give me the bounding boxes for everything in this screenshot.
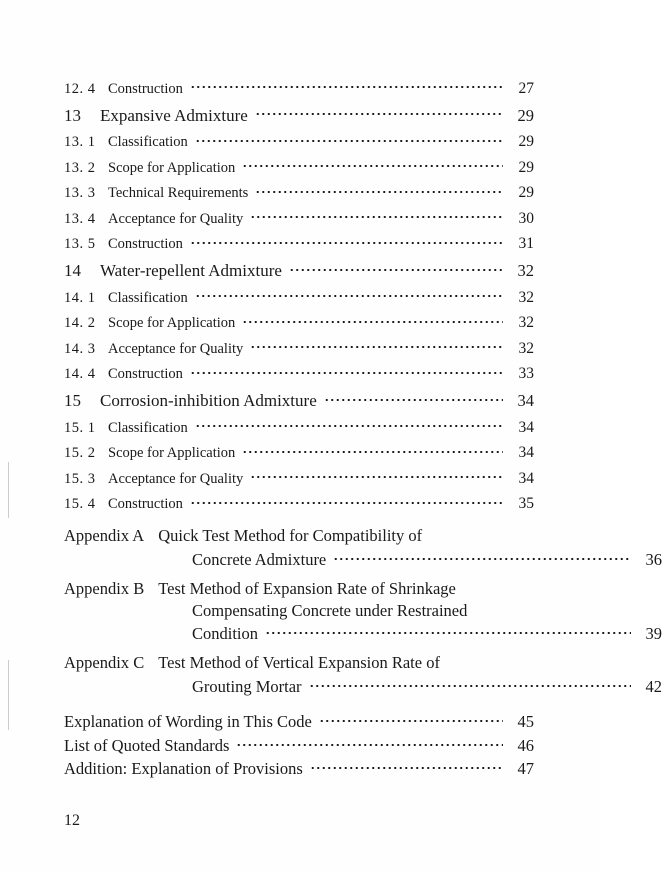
toc-entry-addition-explanation-of-provisions[interactable] [64, 758, 534, 780]
toc-entry-title: Expansive Admixture [100, 105, 248, 125]
toc-entry-title: Technical Requirements [108, 185, 249, 201]
toc-entry-title: Addition: Explanation of Provisions [64, 759, 303, 778]
toc-entry-page: 47 [517, 759, 534, 778]
toc-entry-number: 12. 4 [64, 80, 96, 97]
toc-leader-dots [319, 711, 503, 728]
toc-entry[interactable] [64, 468, 534, 488]
toc-entry-page: 27 [518, 79, 534, 97]
toc-entry-page: 42 [645, 676, 662, 696]
toc-entry-title: Test Method of Expansion Rate of Shrinkage [158, 578, 456, 598]
toc-entry-continuation[interactable] [64, 623, 662, 645]
toc-leader-dots [310, 758, 503, 775]
toc-entry-page: 45 [517, 712, 534, 731]
toc-entry-title: Classification [108, 419, 188, 436]
toc-entry-page: 33 [518, 365, 534, 382]
toc-entry-number: 15. 3 [64, 470, 96, 487]
toc-entry-page: 32 [517, 261, 534, 280]
toc-entry-page: 34 [518, 469, 534, 487]
toc-entry-title: Quick Test Method for Compatibility of [158, 526, 423, 545]
toc-entry-title: Construction [108, 496, 183, 512]
toc-entry-title: Construction [108, 236, 183, 252]
toc-leader-dots [236, 734, 503, 751]
toc-entry-continuation[interactable] [64, 548, 662, 570]
toc-entry-title: Construction [108, 80, 183, 97]
toc-entry-title: Water-repellent Admixture [100, 261, 282, 280]
toc-leader-dots [190, 234, 503, 249]
toc-entry-continuation[interactable] [64, 601, 662, 621]
toc-entry-title: Scope for Application [108, 445, 236, 461]
toc-entry[interactable] [64, 183, 534, 203]
table-of-contents [64, 78, 662, 781]
toc-leader-dots [250, 338, 503, 353]
toc-leader-dots [190, 494, 503, 509]
toc-entry[interactable] [64, 287, 534, 307]
toc-leader-dots [289, 259, 503, 276]
toc-entry-title: Acceptance for Quality [108, 210, 244, 227]
toc-entry-number: 13. 5 [64, 236, 96, 252]
section-spacer [64, 699, 534, 711]
toc-entry[interactable] [64, 494, 534, 514]
toc-entry-title: Corrosion-inhibition Admixture [100, 391, 317, 410]
toc-entry-appendix-c[interactable] [64, 653, 534, 673]
toc-entry[interactable] [64, 104, 534, 126]
toc-leader-dots [195, 132, 503, 147]
toc-entry-appendix-b[interactable] [64, 579, 534, 599]
toc-entry-page: 46 [517, 735, 534, 755]
toc-entry[interactable] [64, 157, 534, 177]
toc-entry-explanation-of-wording[interactable] [64, 711, 534, 733]
toc-entry[interactable] [64, 132, 534, 152]
toc-entry-number: Appendix B [64, 578, 145, 598]
toc-entry-title: Acceptance for Quality [108, 470, 244, 487]
binding-edge-mark [8, 462, 9, 518]
toc-entry-title: Acceptance for Quality [108, 340, 244, 357]
toc-entry-page: 29 [518, 133, 534, 150]
toc-entry[interactable] [64, 338, 534, 358]
toc-entry-page: 39 [645, 624, 662, 643]
toc-entry-title: Compensating Concrete under Restrained [192, 600, 468, 620]
toc-entry-continuation[interactable] [64, 675, 662, 697]
toc-entry-title: Construction [108, 366, 183, 382]
toc-entry-number: 15. 4 [64, 496, 96, 512]
toc-entry[interactable] [64, 208, 534, 228]
toc-entry-title: Concrete Admixture [192, 549, 327, 569]
toc-entry-number: Appendix C [64, 653, 145, 672]
toc-leader-dots [242, 313, 503, 328]
toc-leader-dots [250, 468, 503, 483]
toc-entry-number: 15 [64, 391, 81, 410]
toc-entry-title: Scope for Application [108, 315, 236, 331]
toc-leader-dots [242, 157, 503, 172]
toc-entry-title: Classification [108, 134, 188, 150]
toc-entry-page: 34 [517, 391, 534, 410]
toc-entry-number: 13. 4 [64, 210, 96, 227]
toc-entry-title: List of Quoted Standards [64, 735, 230, 755]
page-folio-number: 12 [64, 812, 80, 829]
toc-leader-dots [250, 208, 503, 223]
toc-leader-dots [324, 389, 503, 406]
toc-entry-page: 32 [518, 288, 534, 306]
toc-entry-title: Scope for Application [108, 159, 236, 176]
toc-leader-dots [190, 364, 503, 379]
toc-entry-number: 14. 1 [64, 289, 96, 306]
toc-leader-dots [309, 675, 631, 692]
binding-edge-mark [8, 660, 9, 730]
toc-entry[interactable] [64, 234, 534, 254]
toc-entry[interactable] [64, 78, 534, 98]
toc-entry-list-of-quoted-standards[interactable] [64, 734, 534, 756]
toc-leader-dots [190, 78, 503, 93]
toc-entry[interactable] [64, 417, 534, 437]
toc-entry-page: 36 [645, 549, 662, 569]
toc-entry-appendix-a[interactable] [64, 526, 534, 546]
toc-entry-number: 13 [64, 105, 81, 125]
toc-entry-title: Explanation of Wording in This Code [64, 712, 312, 731]
toc-entry-number: 13. 1 [64, 134, 96, 150]
toc-entry-number: 14. 4 [64, 366, 96, 382]
toc-leader-dots [255, 183, 503, 198]
toc-entry-page: 30 [518, 209, 534, 227]
toc-entry[interactable] [64, 259, 534, 281]
toc-entry-page: 32 [518, 314, 534, 331]
toc-entry-page: 29 [518, 184, 534, 201]
toc-leader-dots [195, 287, 503, 302]
toc-entry-number: 13. 3 [64, 185, 96, 201]
toc-leader-dots [265, 623, 631, 640]
toc-entry-number: 13. 2 [64, 159, 96, 176]
toc-entry-number: 14. 2 [64, 315, 96, 331]
toc-entry-page: 35 [518, 495, 534, 512]
toc-entry-page: 29 [518, 158, 534, 176]
toc-leader-dots [255, 104, 503, 121]
toc-entry-number: 15. 1 [64, 419, 96, 436]
toc-leader-dots [195, 417, 503, 432]
toc-entry-page: 34 [518, 418, 534, 436]
toc-entry-title: Condition [192, 624, 259, 643]
toc-entry-number: 14. 3 [64, 340, 96, 357]
toc-entry-page: 32 [518, 339, 534, 357]
toc-entry[interactable] [64, 364, 534, 384]
toc-entry-number: Appendix A [64, 526, 145, 545]
toc-entry[interactable] [64, 443, 534, 463]
toc-entry-page: 34 [518, 444, 534, 461]
toc-leader-dots [242, 443, 503, 458]
toc-leader-dots [333, 548, 631, 565]
toc-entry-title: Test Method of Vertical Expansion Rate of [158, 653, 440, 672]
section-spacer [64, 572, 534, 579]
toc-entry[interactable] [64, 313, 534, 333]
toc-entry-page: 31 [518, 235, 534, 252]
toc-entry-page: 29 [517, 105, 534, 125]
toc-entry-number: 14 [64, 261, 81, 280]
toc-entry-number: 15. 2 [64, 445, 96, 461]
section-spacer [64, 646, 534, 653]
section-spacer [64, 519, 534, 526]
toc-entry-title: Grouting Mortar [192, 676, 302, 696]
toc-entry-title: Classification [108, 289, 188, 306]
toc-entry[interactable] [64, 389, 534, 411]
